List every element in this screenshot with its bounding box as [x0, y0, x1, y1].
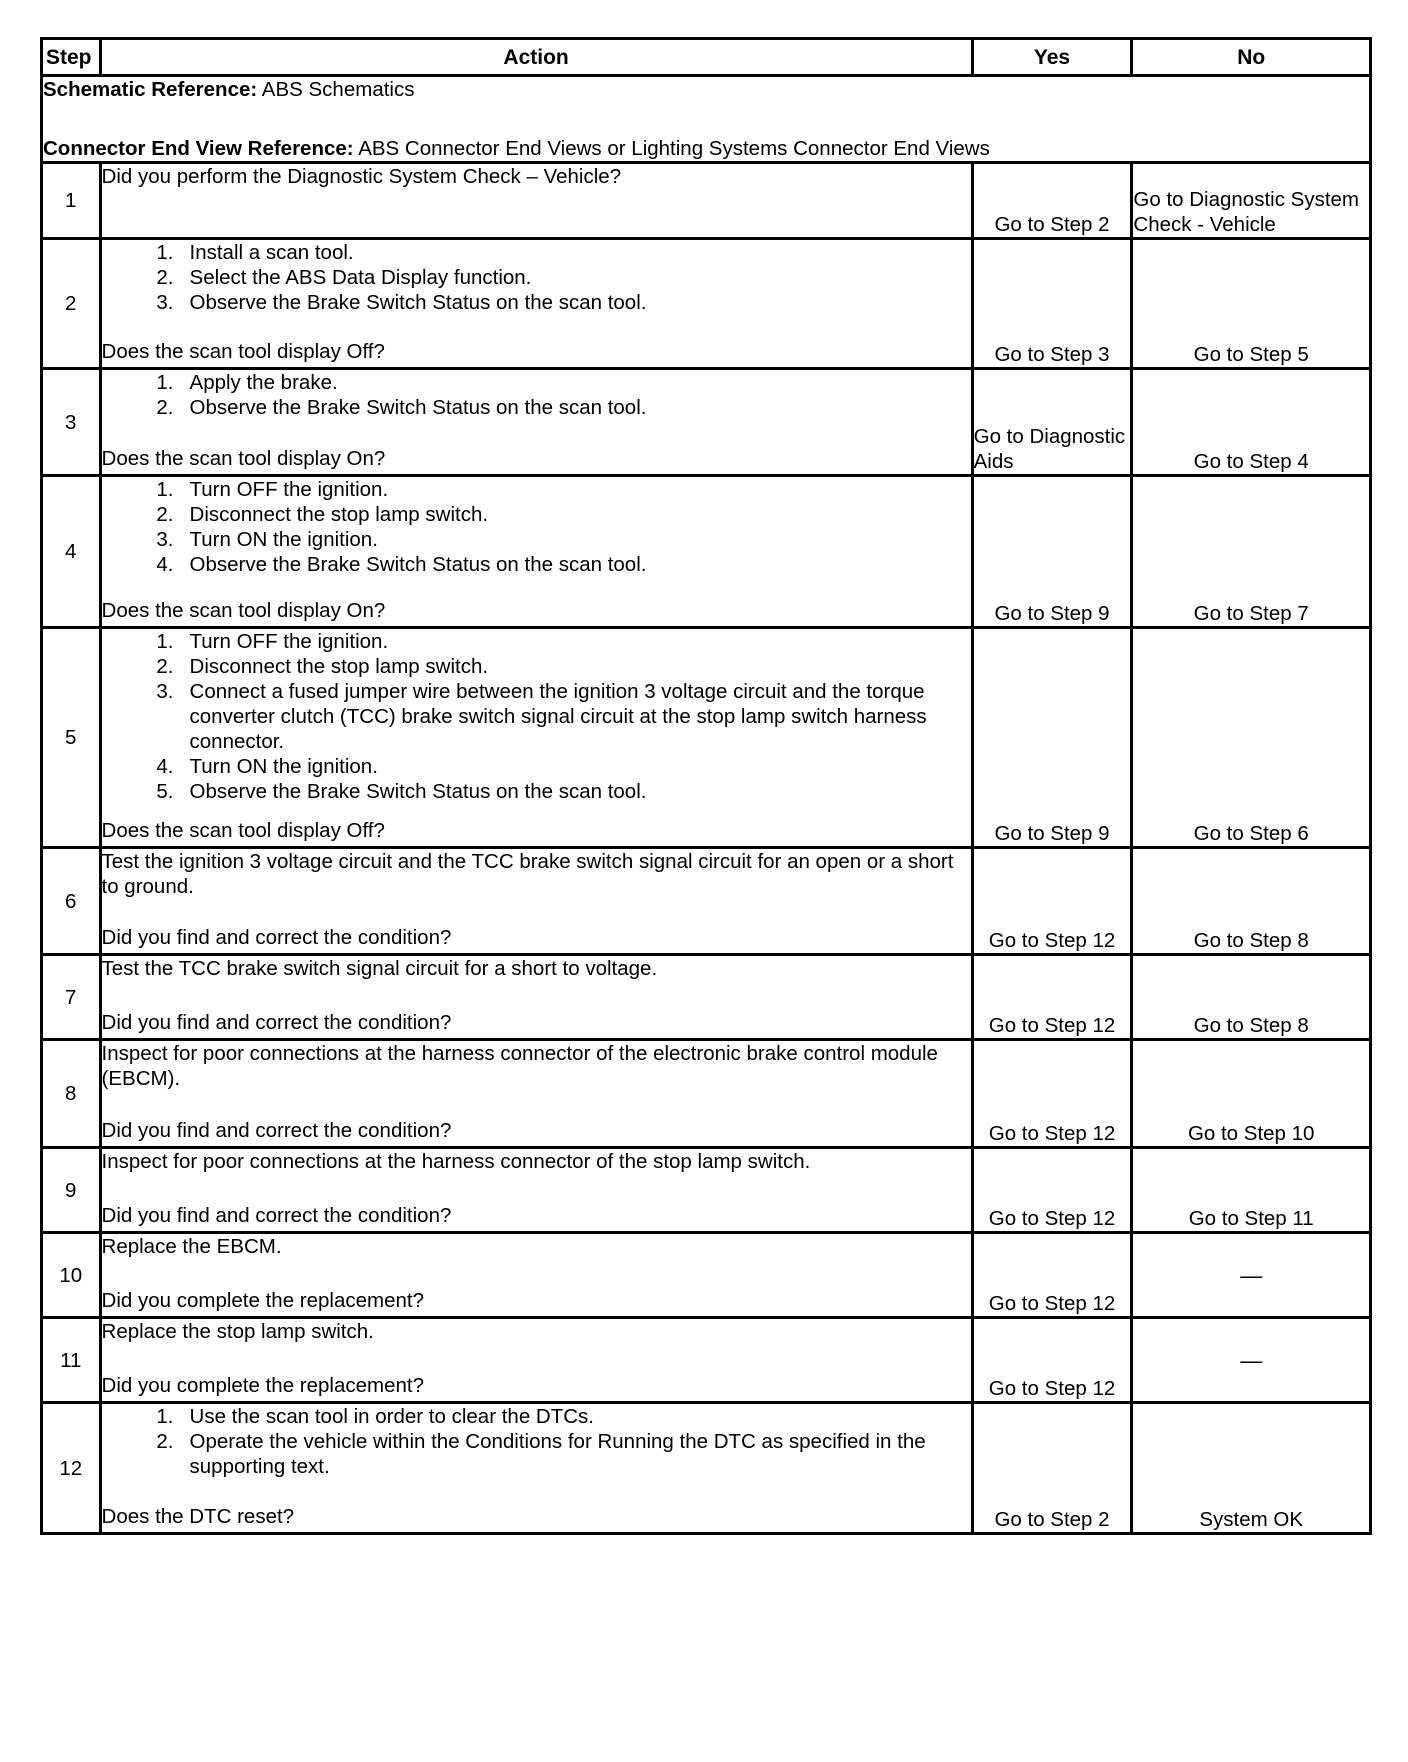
no-result: Go to Step 8	[1132, 848, 1371, 955]
action-list-item	[140, 395, 971, 420]
action-cell	[100, 1148, 972, 1233]
no-result: Go to Diagnostic System Check - Vehicle	[1132, 163, 1371, 239]
step-row	[42, 1040, 1371, 1148]
no-result: Go to Step 7	[1132, 476, 1371, 628]
yes-result: Go to Step 9	[972, 628, 1132, 848]
action-question: Did you find and correct the condition?	[101, 1011, 452, 1034]
list-item-number: 4.	[156, 553, 174, 576]
action-list-item	[140, 1429, 971, 1479]
list-item-text: Operate the vehicle within the Conditions for Running the DTC as specified in the supporting text.	[189, 1430, 926, 1478]
step-row	[42, 239, 1371, 369]
list-item-text: Turn OFF the ignition.	[189, 478, 389, 501]
no-result: Go to Step 10	[1132, 1040, 1371, 1148]
step-number: 12	[42, 1403, 101, 1534]
action-list-item	[140, 370, 971, 395]
action-list-item	[140, 502, 971, 527]
action-list-item	[140, 679, 971, 754]
action-list-item	[140, 754, 971, 779]
step-number: 1	[42, 163, 101, 239]
connector-label: Connector End View Reference:	[43, 137, 354, 160]
list-item-number: 3.	[156, 680, 174, 703]
action-list-item	[140, 290, 971, 315]
action-list-item	[140, 527, 971, 552]
action-question: Did you find and correct the condition?	[101, 1119, 452, 1142]
yes-result: Go to Step 2	[972, 1403, 1132, 1534]
action-question: Does the scan tool display Off?	[101, 340, 385, 363]
yes-result: Go to Step 12	[972, 1233, 1132, 1318]
step-number: 10	[42, 1233, 101, 1318]
step-number: 4	[42, 476, 101, 628]
action-question: Does the scan tool display Off?	[101, 819, 385, 842]
no-result: Go to Step 11	[1132, 1148, 1371, 1233]
list-item-number: 2.	[156, 396, 174, 419]
list-item-text: Turn ON the ignition.	[189, 528, 378, 551]
list-item-text: Turn ON the ignition.	[189, 755, 378, 778]
action-instructions	[102, 1234, 971, 1259]
action-instructions	[102, 240, 971, 315]
yes-result: Go to Step 3	[972, 239, 1132, 369]
yes-result: Go to Step 12	[972, 1318, 1132, 1403]
action-cell	[100, 369, 972, 476]
yes-result: Go to Diagnostic Aids	[972, 369, 1132, 476]
action-cell	[100, 476, 972, 628]
action-list-item	[140, 1404, 971, 1429]
step-row	[42, 369, 1371, 476]
action-instructions	[102, 477, 971, 577]
action-question: Did you find and correct the condition?	[101, 926, 452, 949]
action-list	[102, 629, 971, 804]
list-item-text: Apply the brake.	[189, 371, 338, 394]
action-list-item	[140, 779, 971, 804]
connector-value: ABS Connector End Views or Lighting Systems Connector End Views	[358, 137, 990, 160]
reference-cell	[42, 76, 1371, 163]
list-item-number: 1.	[156, 478, 174, 501]
action-cell	[100, 1318, 972, 1403]
action-instructions	[102, 1319, 971, 1344]
yes-result: Go to Step 12	[972, 1148, 1132, 1233]
list-item-text: Disconnect the stop lamp switch.	[189, 503, 489, 526]
action-intro: Inspect for poor connections at the harness connector of the electronic brake control module (EBCM).	[101, 1042, 938, 1090]
action-list	[102, 477, 971, 577]
action-intro: Inspect for poor connections at the harness connector of the stop lamp switch.	[101, 1150, 811, 1173]
header-yes: Yes	[972, 39, 1132, 76]
action-list	[102, 240, 971, 315]
action-instructions	[102, 1149, 971, 1174]
action-list-item	[140, 552, 971, 577]
list-item-text: Turn OFF the ignition.	[189, 630, 389, 653]
list-item-number: 2.	[156, 1430, 174, 1453]
action-instructions	[102, 1404, 971, 1479]
action-instructions	[102, 849, 971, 899]
no-result: —	[1132, 1233, 1371, 1318]
list-item-number: 4.	[156, 755, 174, 778]
list-item-number: 2.	[156, 503, 174, 526]
step-row	[42, 1148, 1371, 1233]
action-instructions	[102, 1041, 971, 1091]
action-cell	[100, 163, 972, 239]
header-row	[42, 39, 1371, 76]
action-instructions	[102, 164, 971, 189]
action-list-item	[140, 240, 971, 265]
action-intro: Replace the stop lamp switch.	[101, 1320, 374, 1343]
list-item-number: 1.	[156, 371, 174, 394]
action-question: Did you find and correct the condition?	[101, 1204, 452, 1227]
action-question: Does the scan tool display On?	[101, 599, 386, 622]
list-item-number: 1.	[156, 1405, 174, 1428]
reference-row	[42, 76, 1371, 163]
no-result: —	[1132, 1318, 1371, 1403]
action-instructions	[102, 370, 971, 420]
action-list-item	[140, 629, 971, 654]
step-row	[42, 1318, 1371, 1403]
step-row	[42, 1403, 1371, 1534]
no-result: System OK	[1132, 1403, 1371, 1534]
step-number: 11	[42, 1318, 101, 1403]
action-cell	[100, 1040, 972, 1148]
action-instructions	[102, 629, 971, 804]
step-row	[42, 163, 1371, 239]
step-number: 6	[42, 848, 101, 955]
header-action: Action	[100, 39, 972, 76]
schematic-reference	[43, 77, 1369, 102]
list-item-text: Use the scan tool in order to clear the DTCs.	[189, 1405, 595, 1428]
step-row	[42, 955, 1371, 1040]
step-number: 8	[42, 1040, 101, 1148]
action-list-item	[140, 265, 971, 290]
schematic-value: ABS Schematics	[261, 78, 415, 101]
action-intro: Test the TCC brake switch signal circuit for a short to voltage.	[101, 957, 658, 980]
no-result: Go to Step 8	[1132, 955, 1371, 1040]
no-result: Go to Step 4	[1132, 369, 1371, 476]
action-question: Does the scan tool display On?	[101, 447, 386, 470]
action-cell	[100, 239, 972, 369]
list-item-number: 2.	[156, 655, 174, 678]
list-item-number: 3.	[156, 291, 174, 314]
list-item-number: 5.	[156, 780, 174, 803]
action-cell	[100, 848, 972, 955]
list-item-text: Connect a fused jumper wire between the ignition 3 voltage circuit and the torque converter clutch (TCC) brake switch signal circuit at the stop lamp switch harness connector.	[189, 680, 927, 753]
list-item-number: 1.	[156, 630, 174, 653]
list-item-text: Disconnect the stop lamp switch.	[189, 655, 489, 678]
action-cell	[100, 628, 972, 848]
step-row	[42, 476, 1371, 628]
step-row	[42, 1233, 1371, 1318]
list-item-text: Select the ABS Data Display function.	[189, 266, 532, 289]
action-list-item	[140, 477, 971, 502]
yes-result: Go to Step 9	[972, 476, 1132, 628]
no-result: Go to Step 5	[1132, 239, 1371, 369]
header-step: Step	[42, 39, 101, 76]
action-intro: Did you perform the Diagnostic System Check – Vehicle?	[101, 165, 622, 188]
action-intro: Replace the EBCM.	[101, 1235, 282, 1258]
diagnostic-table	[40, 37, 1372, 1535]
yes-result: Go to Step 12	[972, 1040, 1132, 1148]
action-cell	[100, 1233, 972, 1318]
action-instructions	[102, 956, 971, 981]
list-item-number: 1.	[156, 241, 174, 264]
step-number: 9	[42, 1148, 101, 1233]
list-item-number: 2.	[156, 266, 174, 289]
action-intro: Test the ignition 3 voltage circuit and the TCC brake switch signal circuit for an open or a short to ground.	[101, 850, 954, 898]
yes-result: Go to Step 2	[972, 163, 1132, 239]
connector-reference	[43, 136, 1369, 161]
step-row	[42, 628, 1371, 848]
action-cell	[100, 1403, 972, 1534]
action-question: Did you complete the replacement?	[101, 1289, 425, 1312]
step-row	[42, 848, 1371, 955]
list-item-text: Observe the Brake Switch Status on the scan tool.	[189, 553, 647, 576]
step-number: 5	[42, 628, 101, 848]
action-list-item	[140, 654, 971, 679]
list-item-text: Observe the Brake Switch Status on the scan tool.	[189, 396, 647, 419]
yes-result: Go to Step 12	[972, 955, 1132, 1040]
step-number: 7	[42, 955, 101, 1040]
list-item-text: Observe the Brake Switch Status on the scan tool.	[189, 291, 647, 314]
list-item-number: 3.	[156, 528, 174, 551]
yes-result: Go to Step 12	[972, 848, 1132, 955]
action-question: Does the DTC reset?	[101, 1505, 295, 1528]
action-cell	[100, 955, 972, 1040]
action-question: Did you complete the replacement?	[101, 1374, 425, 1397]
action-list	[102, 370, 971, 420]
header-no: No	[1132, 39, 1371, 76]
no-result: Go to Step 6	[1132, 628, 1371, 848]
list-item-text: Install a scan tool.	[189, 241, 354, 264]
step-number: 2	[42, 239, 101, 369]
step-number: 3	[42, 369, 101, 476]
action-list	[102, 1404, 971, 1479]
list-item-text: Observe the Brake Switch Status on the scan tool.	[189, 780, 647, 803]
schematic-label: Schematic Reference:	[43, 78, 258, 101]
